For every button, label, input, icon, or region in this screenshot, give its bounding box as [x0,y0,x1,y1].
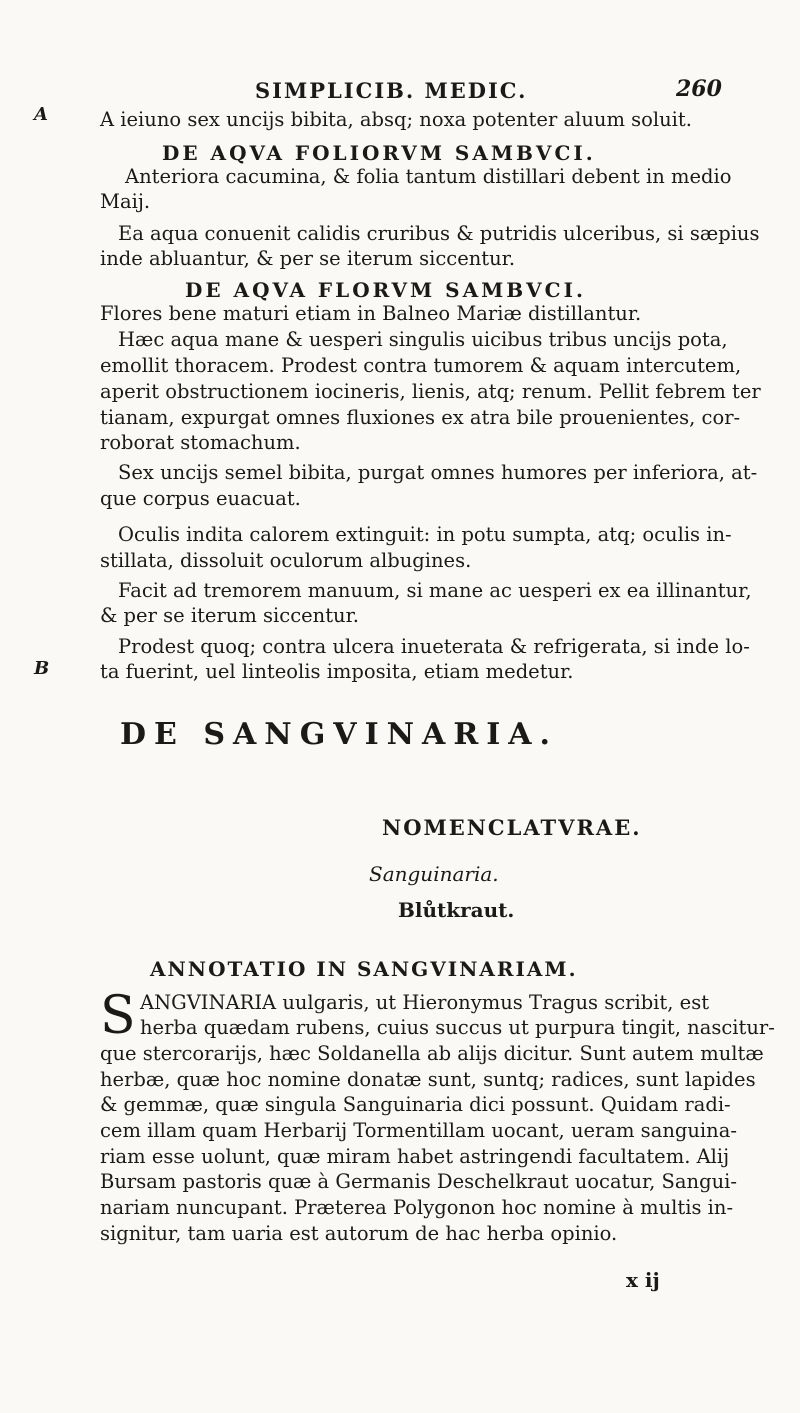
text-line: & gemmæ, quæ singula Sanguinaria dici possunt. Quidam radi- [100,1093,731,1116]
text-line: Oculis indita calorem extinguit: in potu sumpta, atq; oculis in- [118,523,732,546]
text-line: nariam nuncupant. Præterea Polygonon hoc nomine à multis in- [100,1196,734,1219]
running-head: SIMPLICIB. MEDIC. [255,78,528,103]
text-line: herbæ, quæ hoc nomine donatæ sunt, suntq; radices, sunt lapides [100,1068,756,1091]
page-number: 260 [676,76,722,102]
drop-cap: S [100,986,136,1046]
text-line: A ieiuno sex uncijs bibita, absq; noxa potenter aluum soluit. [100,108,692,131]
latin-name: Sanguinaria. [369,862,499,886]
text-line: ANGVINARIA uulgaris, ut Hieronymus Tragus scribit, est [140,991,710,1014]
section-heading-leaves: DE AQVA FOLIORVM SAMBVCI. [162,141,596,165]
text-line: Hæc aqua mane & uesperi singulis uicibus tribus uncijs pota, [118,328,728,351]
text-line: herba quædam rubens, cuius succus ut purpura tingit, nascitur- [140,1016,775,1039]
text-line: cem illam quam Herbarij Tormentillam uocant, ueram sanguina- [100,1119,737,1142]
text-line: que corpus euacuat. [100,487,301,510]
text-line: Flores bene maturi etiam in Balneo Mariæ distillantur. [100,302,642,325]
text-line: stillata, dissoluit oculorum albugines. [100,549,472,572]
text-line: emollit thoracem. Prodest contra tumorem & aquam intercutem, [100,354,742,377]
text-line: ta fuerint, uel linteolis imposita, etiam medetur. [100,660,574,683]
german-name: Blůtkraut. [398,898,515,922]
chapter-title: DE SANGVINARIA. [120,717,559,752]
text-line: aperit obstructionem iocineris, lienis, atq; renum. Pellit febrem ter [100,380,761,403]
text-line: Ea aqua conuenit calidis cruribus & putridis ulceribus, si sæpius [118,222,760,245]
text-line: que stercorarijs, hæc Soldanella ab alijs dicitur. Sunt autem multæ [100,1042,764,1065]
text-line: Bursam pastoris quæ à Germanis Deschelkraut uocatur, Sangui- [100,1170,737,1193]
text-line: Sex uncijs semel bibita, purgat omnes humores per inferiora, at- [118,461,758,484]
text-line: inde abluantur, & per se iterum siccentur. [100,247,516,270]
text-line: signitur, tam uaria est autorum de hac herba opinio. [100,1222,618,1245]
margin-letter-a: A [34,104,48,125]
section-heading-flowers: DE AQVA FLORVM SAMBVCI. [185,278,586,302]
signature-mark: x ij [626,1268,660,1292]
margin-letter-b: B [34,658,50,679]
text-line: Maij. [100,190,151,213]
text-line: roborat stomachum. [100,431,301,454]
nomenclature-heading: NOMENCLATVRAE. [382,815,642,840]
text-line: tianam, expurgat omnes fluxiones ex atra bile prouenientes, cor- [100,406,741,429]
text-line: & per se iterum siccentur. [100,604,359,627]
text-line: Anteriora cacumina, & folia tantum distillari debent in medio [125,165,732,188]
text-line: Facit ad tremorem manuum, si mane ac uesperi ex ea illinantur, [118,579,752,602]
annotation-heading: ANNOTATIO IN SANGVINARIAM. [150,957,578,981]
text-line: Prodest quoq; contra ulcera inueterata & refrigerata, si inde lo- [118,635,750,658]
text-line: riam esse uolunt, quæ miram habet astringendi facultatem. Alij [100,1145,730,1168]
